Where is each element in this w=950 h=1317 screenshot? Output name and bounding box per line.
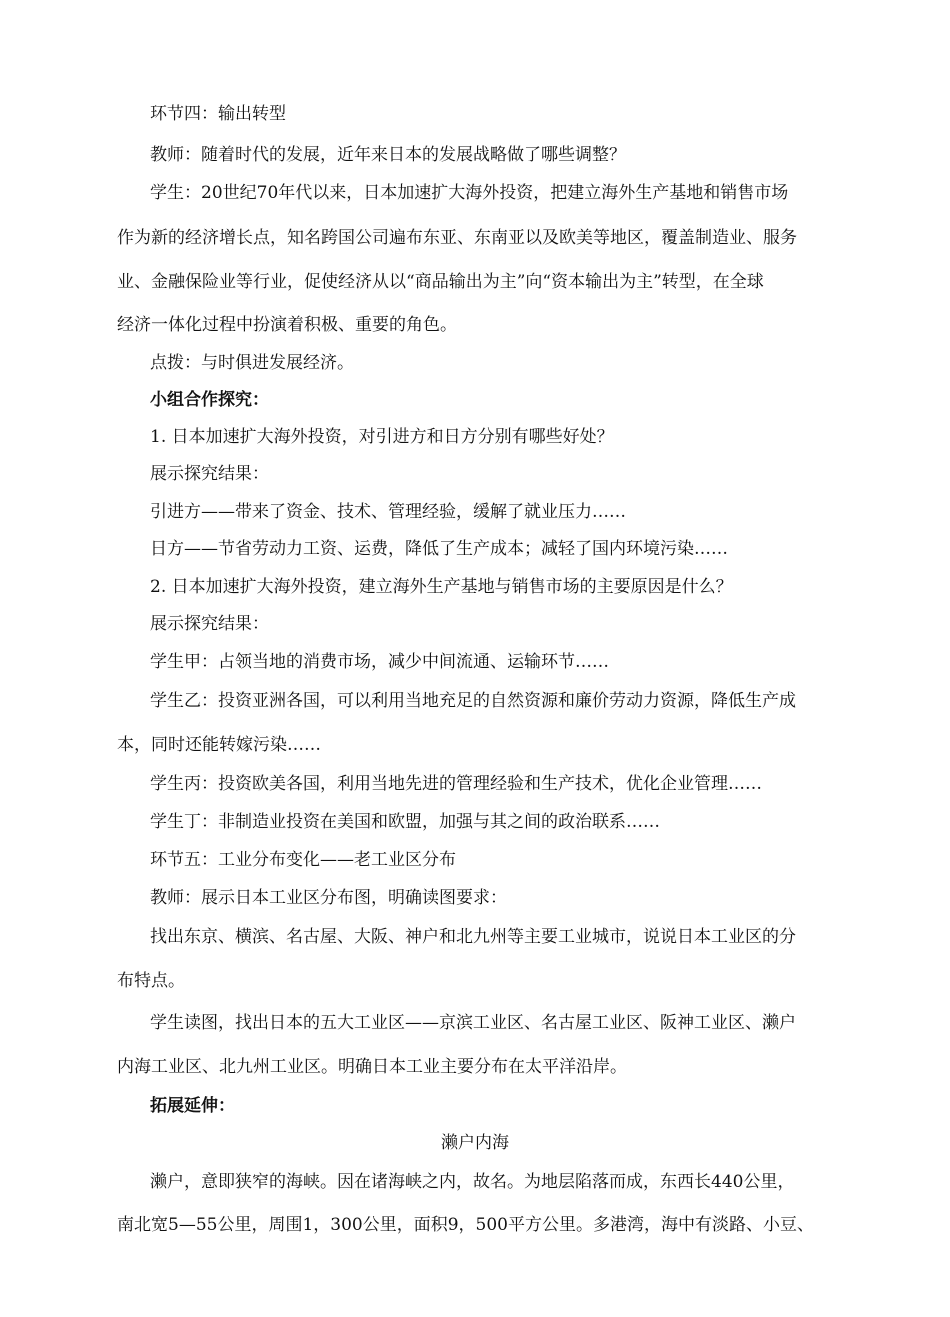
text-line: 本，同时还能转嫁污染…… xyxy=(117,735,321,755)
text-line: 学生丁：非制造业投资在美国和欧盟，加强与其之间的政治联系…… xyxy=(150,812,660,832)
text-line: 找出东京、横滨、名古屋、大阪、神户和北九州等主要工业城市，说说日本工业区的分 xyxy=(150,927,796,947)
text-line: 点拨：与时俱进发展经济。 xyxy=(150,353,354,373)
text-line: 学生甲：占领当地的消费市场，减少中间流通、运输环节…… xyxy=(150,652,609,672)
text-line: 日方——节省劳动力工资、运费，降低了生产成本；减轻了国内环境污染…… xyxy=(150,539,728,559)
article-title: 濑户内海 xyxy=(441,1133,509,1153)
text-line: 学生读图，找出日本的五大工业区——京滨工业区、名古屋工业区、阪神工业区、濑户 xyxy=(150,1013,796,1033)
text-line: 1. 日本加速扩大海外投资，对引进方和日方分别有哪些好处？ xyxy=(150,427,614,447)
text-line: 环节四：输出转型 xyxy=(150,104,286,124)
text-line: 学生乙：投资亚洲各国，可以利用当地充足的自然资源和廉价劳动力资源，降低生产成 xyxy=(150,691,796,711)
text-line: 教师：随着时代的发展，近年来日本的发展战略做了哪些调整？ xyxy=(150,145,626,165)
text-line: 濑户，意即狭窄的海峡。因在诸海峡之内，故名。为地层陷落而成，东西长440公里， xyxy=(150,1172,795,1192)
text-line: 内海工业区、北九州工业区。明确日本工业主要分布在太平洋沿岸。 xyxy=(117,1057,627,1077)
text-line: 经济一体化过程中扮演着积极、重要的角色。 xyxy=(117,315,457,335)
text-line: 作为新的经济增长点，知名跨国公司遍布东亚、东南亚以及欧美等地区，覆盖制造业、服务 xyxy=(117,228,797,248)
text-line: 2. 日本加速扩大海外投资，建立海外生产基地与销售市场的主要原因是什么？ xyxy=(150,577,733,597)
text-line: 环节五：工业分布变化——老工业区分布 xyxy=(150,850,456,870)
text-line: 业、金融保险业等行业，促使经济从以“商品输出为主”向“资本输出为主”转型，在全球 xyxy=(117,272,764,292)
text-line: 南北宽5—55公里，周围1，300公里，面积9，500平方公里。多港湾，海中有淡路、小豆、 xyxy=(117,1215,814,1235)
text-line: 教师：展示日本工业区分布图，明确读图要求： xyxy=(150,888,507,908)
text-line: 展示探究结果： xyxy=(150,614,269,634)
text-line: 学生：20世纪70年代以来，日本加速扩大海外投资，把建立海外生产基地和销售市场 xyxy=(150,183,789,203)
text-line: 展示探究结果： xyxy=(150,464,269,484)
text-line: 布特点。 xyxy=(117,971,185,991)
text-line: 学生丙：投资欧美各国，利用当地先进的管理经验和生产技术，优化企业管理…… xyxy=(150,774,762,794)
section-heading: 拓展延伸： xyxy=(150,1096,235,1116)
section-heading: 小组合作探究： xyxy=(150,390,269,410)
text-line: 引进方——带来了资金、技术、管理经验，缓解了就业压力…… xyxy=(150,502,626,522)
